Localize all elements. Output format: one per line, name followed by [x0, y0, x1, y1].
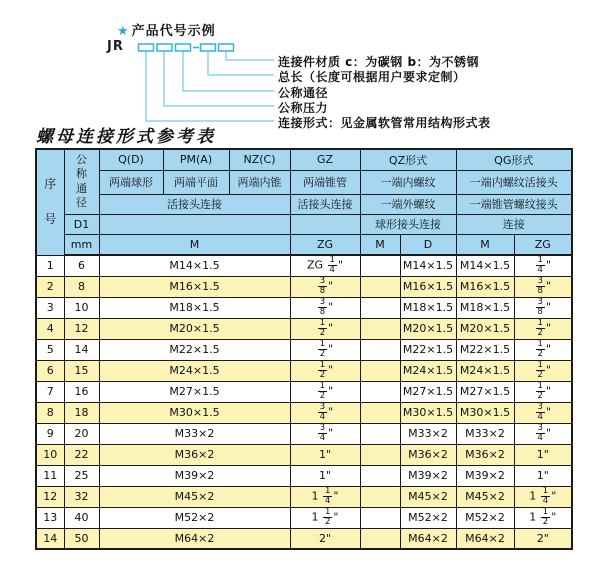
header-dn [64, 149, 99, 214]
cell-seq: 12 [36, 486, 64, 507]
cell-qg-zg: $\frac{1}{2}$ " [514, 360, 572, 381]
connector-line [183, 51, 274, 91]
cell-mm: 40 [64, 507, 99, 528]
cell-qz-d: M39×2 [400, 465, 456, 486]
header-qz-desc2: 一端外螺纹 [360, 194, 456, 214]
cell-seq: 13 [36, 507, 64, 528]
cell-m: M52×2 [99, 507, 290, 528]
header-gz-conn: 活接头连接 [290, 194, 360, 214]
cell-seq: 7 [36, 381, 64, 402]
cell-qg-m: M30×1.5 [456, 402, 514, 423]
cell-m: M64×2 [99, 528, 290, 549]
cell-qz-m [360, 297, 400, 318]
cell-mm: 16 [64, 381, 99, 402]
cell-m: M30×1.5 [99, 402, 290, 423]
header-mm: mm [64, 234, 99, 255]
cell-qz-d: M14×1.5 [400, 255, 456, 276]
cell-seq: 11 [36, 465, 64, 486]
table-body [36, 255, 572, 549]
header-m-label: M [99, 234, 290, 255]
table-row [36, 255, 572, 276]
cell-zg: 1 $\frac{1}{2}$ " [290, 507, 360, 528]
header-seq [36, 149, 64, 255]
cell-qg-zg: $\frac{1}{2}$ " [514, 318, 572, 339]
header-blank-gz [290, 214, 360, 234]
table-row [36, 444, 572, 465]
cell-mm: 15 [64, 360, 99, 381]
header-q-desc: 两端球形 [99, 170, 163, 194]
header-qg-zg-label: ZG [514, 234, 572, 255]
cell-qg-zg: $\frac{1}{4}$ " [514, 255, 572, 276]
cell-m: M33×2 [99, 423, 290, 444]
cell-m: M18×1.5 [99, 297, 290, 318]
cell-zg: 1" [290, 444, 360, 465]
header-col-qz: QZ形式 [360, 149, 456, 170]
cell-qg-zg: 1 $\frac{1}{4}$ " [514, 486, 572, 507]
cell-qz-m [360, 444, 400, 465]
table-row [36, 318, 572, 339]
cell-seq: 10 [36, 444, 64, 465]
cell-qg-zg: 1" [514, 444, 572, 465]
cell-m: M14×1.5 [99, 255, 290, 276]
cell-m: M36×2 [99, 444, 290, 465]
nut-connection-table [35, 148, 573, 550]
cell-qg-zg: $\frac{1}{2}$ " [514, 381, 572, 402]
code-box-2 [157, 44, 172, 51]
cell-qz-d: M36×2 [400, 444, 456, 465]
cell-m: M16×1.5 [99, 276, 290, 297]
cell-m: M27×1.5 [99, 381, 290, 402]
cell-qg-m: M18×1.5 [456, 297, 514, 318]
code-box-1 [139, 44, 154, 51]
header-qz-m-label: M [360, 234, 400, 255]
connector-line [208, 51, 274, 75]
cell-qz-m [360, 276, 400, 297]
cell-mm: 25 [64, 465, 99, 486]
cell-zg: $\frac{3}{4}$ " [290, 423, 360, 444]
cell-qz-m [360, 465, 400, 486]
header-col-nz: NZ(C) [229, 149, 290, 170]
header-qg-desc1: 一端内螺纹活接头 [456, 170, 572, 194]
label-nominal-pressure: 公称压力 [278, 101, 329, 115]
cell-zg: 1" [290, 465, 360, 486]
cell-m: M39×2 [99, 465, 290, 486]
label-nominal-diameter: 公称通径 [278, 86, 329, 100]
cell-m: M45×2 [99, 486, 290, 507]
cell-mm: 18 [64, 402, 99, 423]
cell-qg-m: M39×2 [456, 465, 514, 486]
cell-qz-m [360, 507, 400, 528]
cell-m: M22×1.5 [99, 339, 290, 360]
code-box-5 [219, 44, 234, 51]
cell-mm: 20 [64, 423, 99, 444]
header-qz-conn: 球形接头连接 [360, 214, 456, 234]
header-col-q: Q(D) [99, 149, 163, 170]
cell-qz-d: M18×1.5 [400, 297, 456, 318]
header-col-qg: QG形式 [456, 149, 572, 170]
header-qg-conn: 连接 [456, 214, 572, 234]
cell-qg-m: M14×1.5 [456, 255, 514, 276]
cell-zg: ZG $\frac{1}{4}$ " [290, 255, 360, 276]
cell-qz-d: M45×2 [400, 486, 456, 507]
cell-qg-m: M27×1.5 [456, 381, 514, 402]
cell-seq: 14 [36, 528, 64, 549]
cell-mm: 22 [64, 444, 99, 465]
cell-qz-d: M22×1.5 [400, 339, 456, 360]
header-qz-desc1: 一端内螺纹 [360, 170, 456, 194]
diagram-heading-text: 产品代号示例 [131, 24, 216, 39]
header-seq-text: 序号 [44, 177, 57, 227]
cell-qg-zg: 1 $\frac{1}{2}$ " [514, 507, 572, 528]
table-row [36, 339, 572, 360]
table-row [36, 423, 572, 444]
cell-seq: 8 [36, 402, 64, 423]
cell-seq: 6 [36, 360, 64, 381]
header-d1: D1 [64, 214, 99, 234]
page-title: 螺母连接形式参考表 [36, 127, 216, 147]
header-col-gz: GZ [290, 149, 360, 170]
cell-qz-m [360, 486, 400, 507]
cell-qg-zg: $\frac{1}{2}$ " [514, 339, 572, 360]
header-dn-text: 公称通径 [75, 153, 87, 210]
cell-m: M24×1.5 [99, 360, 290, 381]
code-box-4 [201, 44, 216, 51]
cell-qz-d: M16×1.5 [400, 276, 456, 297]
cell-mm: 10 [64, 297, 99, 318]
cell-mm: 12 [64, 318, 99, 339]
connector-line [146, 51, 274, 121]
connector-line [226, 51, 274, 60]
cell-mm: 6 [64, 255, 99, 276]
cell-seq: 9 [36, 423, 64, 444]
table-row [36, 507, 572, 528]
cell-qg-zg: $\frac{3}{8}$ " [514, 276, 572, 297]
cell-qg-m: M52×2 [456, 507, 514, 528]
cell-qz-d: M33×2 [400, 423, 456, 444]
cell-seq: 2 [36, 276, 64, 297]
table-row [36, 360, 572, 381]
table-row [36, 465, 572, 486]
cell-zg: $\frac{3}{8}$ " [290, 297, 360, 318]
cell-qz-m [360, 255, 400, 276]
cell-qg-m: M24×1.5 [456, 360, 514, 381]
cell-mm: 50 [64, 528, 99, 549]
table-row [36, 297, 572, 318]
cell-mm: 32 [64, 486, 99, 507]
cell-zg: $\frac{1}{2}$ " [290, 318, 360, 339]
table-row [36, 381, 572, 402]
cell-seq: 3 [36, 297, 64, 318]
header-blank-m [99, 214, 290, 234]
cell-mm: 14 [64, 339, 99, 360]
cell-qg-zg: $\frac{3}{8}$ " [514, 297, 572, 318]
cell-qg-m: M16×1.5 [456, 276, 514, 297]
header-nz-desc: 两端内锥 [229, 170, 290, 194]
cell-qz-d: M20×1.5 [400, 318, 456, 339]
cell-qg-m: M36×2 [456, 444, 514, 465]
cell-qz-m [360, 339, 400, 360]
label-material: 连接件材质 c：为碳钢 b：为不锈钢 [278, 55, 480, 69]
cell-qg-m: M64×2 [456, 528, 514, 549]
cell-qz-m [360, 381, 400, 402]
header-gz-desc: 两端锥管 [290, 170, 360, 194]
header-qg-m-label: M [456, 234, 514, 255]
header-zg-label: ZG [290, 234, 360, 255]
cell-seq: 4 [36, 318, 64, 339]
header-col-pm: PM(A) [163, 149, 229, 170]
cell-zg: $\frac{3}{4}$ " [290, 402, 360, 423]
cell-qz-d: M64×2 [400, 528, 456, 549]
cell-qz-d: M52×2 [400, 507, 456, 528]
cell-qz-m [360, 318, 400, 339]
cell-qz-d: M30×1.5 [400, 402, 456, 423]
cell-qz-d: M24×1.5 [400, 360, 456, 381]
code-prefix: JR [107, 39, 124, 54]
cell-qg-zg: 1" [514, 465, 572, 486]
cell-qz-d: M27×1.5 [400, 381, 456, 402]
cell-zg: $\frac{3}{8}$ " [290, 276, 360, 297]
star-icon: ★ [117, 24, 130, 39]
cell-qg-m: M20×1.5 [456, 318, 514, 339]
cell-zg: $\frac{1}{2}$ " [290, 360, 360, 381]
cell-zg: $\frac{1}{2}$ " [290, 381, 360, 402]
cell-zg: 2" [290, 528, 360, 549]
table-row [36, 528, 572, 549]
diagram-heading [117, 20, 216, 39]
table-row [36, 402, 572, 423]
label-total-length: 总长（长度可根据用户要求定制） [278, 70, 466, 84]
cell-qz-m [360, 423, 400, 444]
cell-qz-m [360, 360, 400, 381]
header-union-conn: 活接头连接 [99, 194, 290, 214]
cell-qz-m [360, 528, 400, 549]
cell-qg-zg: 2" [514, 528, 572, 549]
table-row [36, 486, 572, 507]
cell-qz-m [360, 402, 400, 423]
cell-seq: 1 [36, 255, 64, 276]
label-connection-type: 连接形式：见金属软管常用结构形式表 [278, 116, 491, 130]
header-pm-desc: 两端平面 [163, 170, 229, 194]
cell-m: M20×1.5 [99, 318, 290, 339]
header-qg-desc2: 一端锥管螺纹接头 [456, 194, 572, 214]
code-box-3 [176, 44, 191, 51]
header-qz-d-label: D [400, 234, 456, 255]
cell-zg: $\frac{1}{2}$ " [290, 339, 360, 360]
cell-seq: 5 [36, 339, 64, 360]
cell-qg-m: M33×2 [456, 423, 514, 444]
table-row [36, 276, 572, 297]
cell-qg-zg: $\frac{3}{4}$ " [514, 402, 572, 423]
cell-qg-m: M22×1.5 [456, 339, 514, 360]
cell-mm: 8 [64, 276, 99, 297]
cell-qg-m: M45×2 [456, 486, 514, 507]
cell-zg: 1 $\frac{1}{4}$ " [290, 486, 360, 507]
cell-qg-zg: $\frac{3}{4}$ " [514, 423, 572, 444]
